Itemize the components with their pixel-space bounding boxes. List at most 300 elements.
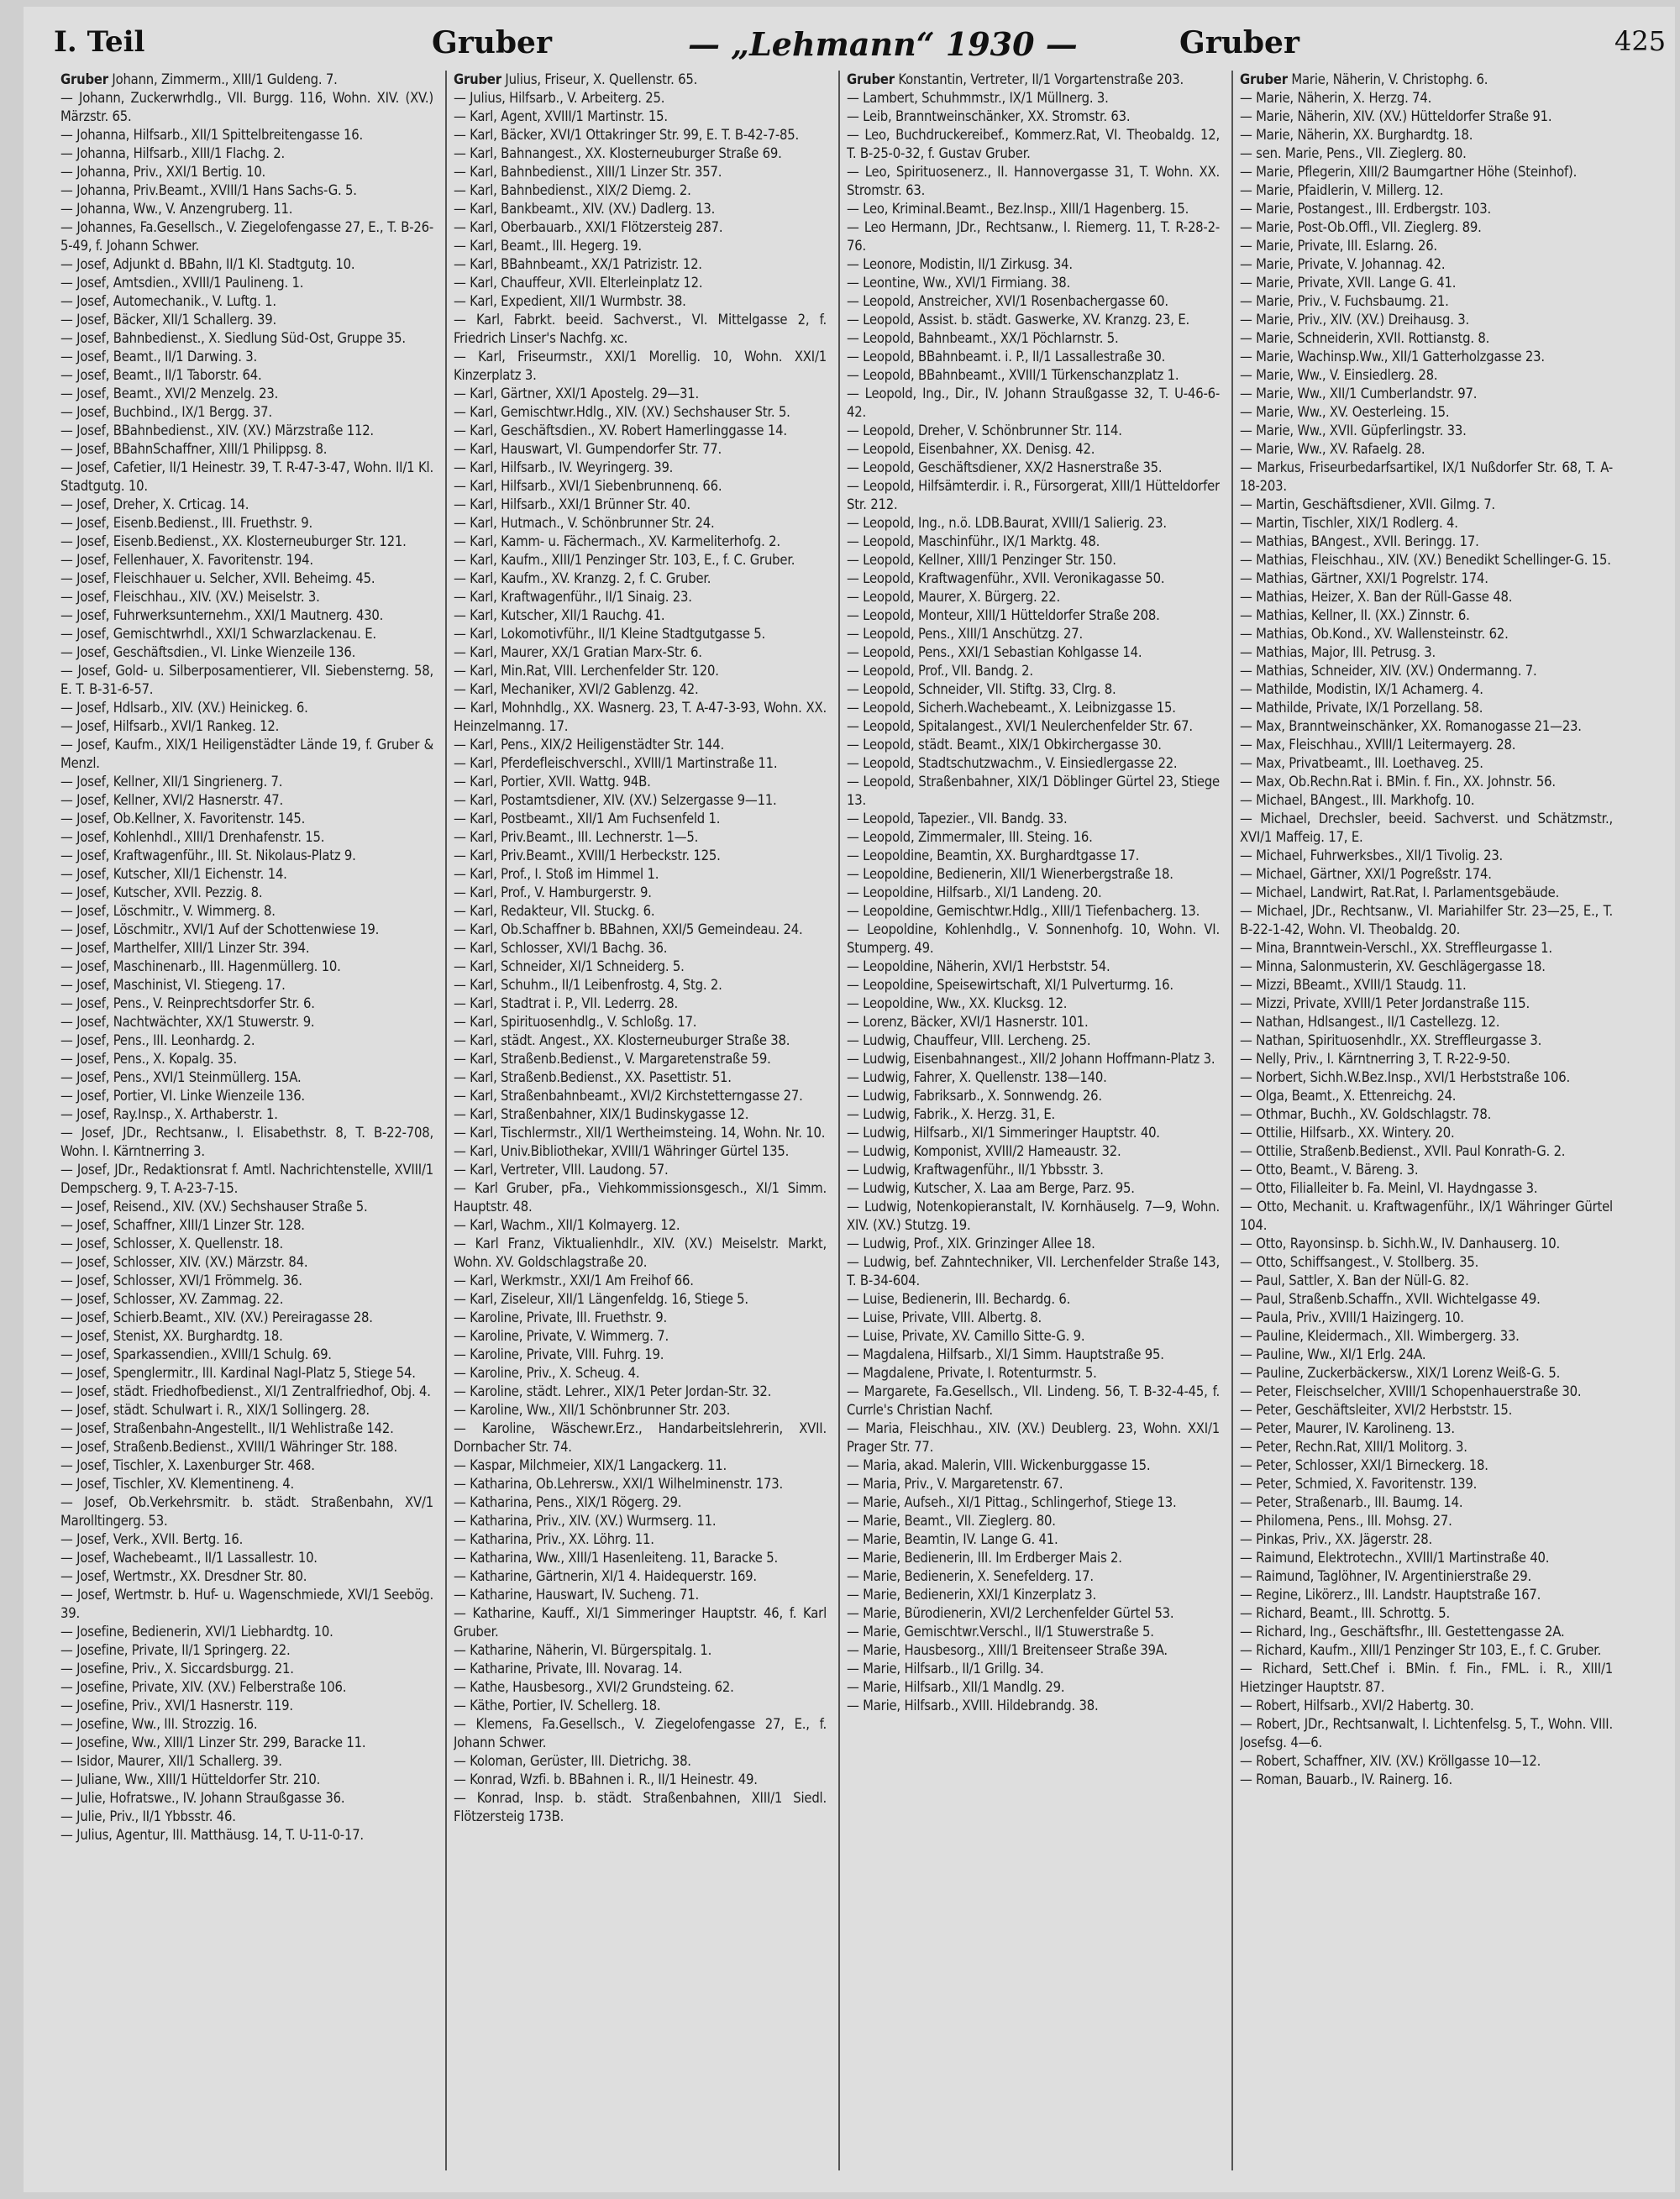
directory-entry (454, 1124, 827, 1142)
entry-text: — Leopoldine, Kohlenhdlg., V. Sonnenhofg. 10, Wohn. VI. Stumperg. 49. (847, 921, 1220, 956)
directory-entry (847, 1087, 1220, 1105)
entry-text: — Marie, Ww., XII/1 Cumberlandstr. 97. (1240, 386, 1478, 401)
entry-text: — Leopoldine, Bedienerin, XII/1 Wienerbergstraße 18. (847, 866, 1173, 882)
directory-entry (1240, 1383, 1613, 1401)
running-head-left: Gruber (432, 25, 552, 60)
entry-text: — Josef, Beamt., XVI/2 Menzelg. 23. (60, 386, 279, 401)
entry-text: — Josef, Wertmstr. b. Huf- u. Wagenschmiede, XVI/1 Seebög. 39. (60, 1587, 433, 1621)
directory-entry (847, 274, 1220, 292)
directory-entry (847, 810, 1220, 828)
directory-entry (454, 791, 827, 810)
entry-text: — Leopold, Bahnbeamt., XX/1 Pöchlarnstr. 5. (847, 330, 1119, 346)
entry-text: — Josef, Straßenbahn-Angestellt., II/1 Wehlistraße 142. (60, 1420, 394, 1436)
directory-entry (454, 569, 827, 588)
directory-entry (1240, 348, 1613, 366)
directory-entry (454, 976, 827, 995)
directory-entry (60, 440, 433, 459)
entry-text: — Karl, Mohnhdlg., XX. Wasnerg. 23, T. A-47-3-93, Wohn. XX. Heinzelmanng. 17. (454, 700, 827, 734)
directory-entry (454, 1567, 827, 1586)
entry-text: — Martin, Tischler, XIX/1 Rodlerg. 4. (1240, 515, 1458, 531)
entry-text: — Peter, Schmied, X. Favoritenstr. 139. (1240, 1476, 1478, 1492)
entry-text: — Josef, Eisenb.Bedienst., XX. Klosterneuburger Str. 121. (60, 533, 407, 549)
directory-entry (847, 773, 1220, 810)
directory-entry (454, 1309, 827, 1327)
directory-entry (60, 717, 433, 736)
directory-entry (454, 699, 827, 736)
entry-text: — Karoline, Priv., X. Scheug. 4. (454, 1365, 640, 1381)
entry-text: — Josef, Portier, VI. Linke Wienzeile 136. (60, 1088, 305, 1104)
directory-entry (847, 643, 1220, 662)
directory-entry (60, 921, 433, 939)
entry-text: — Karl, Wachm., XII/1 Kolmayerg. 12. (454, 1217, 680, 1233)
entry-text: — Mina, Branntwein-Verschl., XX. Streffleurgasse 1. (1240, 940, 1552, 956)
entry-text: — Josefine, Ww., XIII/1 Linzer Str. 299, Baracke 11. (60, 1735, 366, 1750)
directory-entry (847, 1290, 1220, 1309)
directory-entry (847, 662, 1220, 680)
entry-text: — Leonore, Modistin, II/1 Zirkusg. 34. (847, 256, 1073, 272)
directory-entry (454, 1142, 827, 1161)
directory-entry (60, 1087, 433, 1105)
directory-entry (847, 847, 1220, 865)
directory-entry (1240, 237, 1613, 255)
directory-entry (454, 1493, 827, 1512)
entry-text: — Ottilie, Hilfsarb., XX. Wintery. 20. (1240, 1125, 1455, 1141)
directory-entry (847, 533, 1220, 551)
directory-entry (60, 828, 433, 847)
entry-text: — Katharine, Private, III. Novarag. 14. (454, 1661, 683, 1677)
directory-entry (1240, 1456, 1613, 1475)
entry-text: — Norbert, Sichh.W.Bez.Insp., XVI/1 Herbststraße 106. (1240, 1069, 1571, 1085)
directory-entry (60, 1013, 433, 1031)
entry-text: — Marie, Postangest., III. Erdbergstr. 103. (1240, 201, 1491, 217)
entry-text: — Karoline, Wäschewr.Erz., Handarbeitslehrerin, XVII. Dornbacher Str. 74. (454, 1420, 827, 1455)
directory-entry (1240, 1198, 1613, 1235)
entry-text: — Josefine, Private, XIV. (XV.) Felberstraße 106. (60, 1679, 347, 1695)
entry-text: — Max, Branntweinschänker, XX. Romanogasse 21—23. (1240, 718, 1582, 734)
directory-entry (1240, 514, 1613, 533)
entry-text: — Karoline, Private, V. Wimmerg. 7. (454, 1328, 669, 1344)
entry-text: — Karl, Stadtrat i. P., VII. Lederrg. 28. (454, 995, 678, 1011)
directory-entry (847, 459, 1220, 477)
entry-text: — Marie, Beamt., VII. Zieglerg. 80. (847, 1513, 1056, 1529)
directory-entry (60, 181, 433, 200)
entry-text: — Karl, Friseurmstr., XXI/1 Morellig. 10, Wohn. XXI/1 Kinzerplatz 3. (454, 349, 827, 383)
directory-entry (454, 1050, 827, 1068)
directory-entry (1240, 440, 1613, 459)
directory-entry (1240, 976, 1613, 995)
entry-text: — Karl, Gärtner, XXI/1 Apostelg. 29—31. (454, 386, 700, 401)
entry-text: — Leopold, Straßenbahner, XIX/1 Döblinger Gürtel 23, Stiege 13. (847, 774, 1220, 808)
directory-entry (60, 1660, 433, 1678)
entry-text: — Johanna, Hilfsarb., XII/1 Spittelbreitengasse 16. (60, 127, 363, 143)
entry-text: — Katharina, Priv., XIV. (XV.) Wurmserg. 11. (454, 1513, 717, 1529)
entry-text: — Paula, Priv., XVIII/1 Haizingerg. 10. (1240, 1309, 1464, 1325)
entry-text: — Maria, akad. Malerin, VIII. Wickenburggasse 15. (847, 1457, 1151, 1473)
entry-text: — Karl Franz, Viktualienhdlr., XIV. (XV.) Meiselstr. Markt, Wohn. XV. Goldschlagstraße 20. (454, 1236, 827, 1270)
directory-entry (60, 1198, 433, 1216)
entry-text: — Josef, städt. Friedhofbedienst., XI/1 Zentralfriedhof, Obj. 4. (60, 1383, 431, 1399)
directory-entry (1240, 1272, 1613, 1290)
directory-entry (60, 422, 433, 440)
entry-text: — Josef, Straßenb.Bedienst., XVIII/1 Währinger Str. 188. (60, 1439, 397, 1455)
entry-text: — Karoline, Private, III. Fruethstr. 9. (454, 1309, 667, 1325)
directory-entry (847, 1586, 1220, 1604)
entry-text: — Marie, Bedienerin, XXI/1 Kinzerplatz 3. (847, 1587, 1096, 1603)
directory-entry (1240, 773, 1613, 791)
entry-text: — Karl, Lokomotivführ., II/1 Kleine Stadtgutgasse 5. (454, 626, 766, 642)
entry-text: — Pinkas, Priv., XX. Jägerstr. 28. (1240, 1531, 1433, 1547)
directory-entry (454, 1179, 827, 1216)
directory-entry (1240, 292, 1613, 311)
directory-entry (847, 366, 1220, 385)
directory-entry (1240, 588, 1613, 606)
directory-entry (454, 1364, 827, 1383)
directory-entry (60, 662, 433, 699)
directory-entry (454, 348, 827, 385)
directory-entry (1240, 1660, 1613, 1697)
directory-entry (1240, 89, 1613, 108)
entry-text: — Mizzi, Private, XVIII/1 Peter Jordanstraße 115. (1240, 995, 1530, 1011)
entry-text: — Leopold, städt. Beamt., XIX/1 Obkirchergasse 30. (847, 737, 1162, 753)
directory-entry (847, 569, 1220, 588)
entry-text: — Marie, Näherin, XIV. (XV.) Hütteldorfer Straße 91. (1240, 108, 1552, 124)
directory-entry (60, 810, 433, 828)
directory-entry (60, 588, 433, 606)
entry-text: — Margarete, Fa.Gesellsch., VII. Lindeng. 56, T. B-32-4-45, f. Currle's Christian Nachf. (847, 1383, 1220, 1418)
directory-entry (1240, 1604, 1613, 1623)
entry-text: — Karl, Priv.Beamt., III. Lechnerstr. 1—5. (454, 829, 699, 845)
directory-entry (847, 1456, 1220, 1475)
directory-entry (1240, 311, 1613, 329)
entry-text: — Maria, Fleischhau., XIV. (XV.) Deublerg. 23, Wohn. XXI/1 Prager Str. 77. (847, 1420, 1220, 1455)
entry-text: — Josef, Ray.Insp., X. Arthaberstr. 1. (60, 1106, 278, 1122)
column-divider (838, 71, 840, 2170)
entry-text: — Leopold, Pens., XIII/1 Anschützg. 27. (847, 626, 1084, 642)
directory-entry (847, 1475, 1220, 1493)
directory-entry (454, 662, 827, 680)
directory-entry (60, 126, 433, 144)
directory-entry (454, 477, 827, 496)
directory-entry (60, 1549, 433, 1567)
directory-entry (847, 1327, 1220, 1346)
entry-text: — Mathias, Ob.Kond., XV. Wallensteinstr. 62. (1240, 626, 1509, 642)
directory-entry (1240, 995, 1613, 1013)
directory-entry (847, 1142, 1220, 1161)
entry-text: — Karl, Straßenb.Bedienst., XX. Pasettistr. 51. (454, 1069, 732, 1085)
directory-entry (847, 255, 1220, 274)
directory-entry (847, 440, 1220, 459)
directory-entry (847, 1364, 1220, 1383)
directory-entry (1240, 1771, 1613, 1789)
entry-text: — Marie, Private, III. Eslarng. 26. (1240, 238, 1437, 254)
directory-entry (60, 551, 433, 569)
directory-entry (847, 71, 1220, 89)
directory-entry (847, 311, 1220, 329)
directory-entry (1240, 108, 1613, 126)
directory-entry (454, 126, 827, 144)
entry-text: — Josef, Schlosser, XV. Zammag. 22. (60, 1291, 284, 1307)
entry-text: — Josef, Stenist, XX. Burghardtg. 18. (60, 1328, 283, 1344)
directory-entry (847, 976, 1220, 995)
directory-entry (847, 1641, 1220, 1660)
entry-text: — Leopold, Stadtschutzwachm., V. Einsiedlergasse 22. (847, 755, 1178, 771)
directory-entry (60, 865, 433, 884)
directory-entry (454, 588, 827, 606)
directory-entry (1240, 1493, 1613, 1512)
directory-entry (60, 1715, 433, 1734)
directory-entry (60, 496, 433, 514)
directory-entry (60, 71, 433, 89)
publication-title: — „Lehmann“ 1930 — (688, 25, 1078, 63)
directory-entry (454, 625, 827, 643)
entry-text: — Otto, Mechanit. u. Kraftwagenführ., IX/1 Währinger Gürtel 104. (1240, 1199, 1613, 1233)
entry-text: — Karl, Tischlermstr., XII/1 Wertheimsteing. 14, Wohn. Nr. 10. (454, 1125, 826, 1141)
entry-text: — Karl, Hilfsarb., IV. Weyringerg. 39. (454, 459, 674, 475)
directory-entry (454, 218, 827, 237)
directory-entry (454, 551, 827, 569)
entry-text: — Marie, Ww., XVII. Güpferlingstr. 33. (1240, 422, 1467, 438)
entry-text: — Roman, Bauarb., IV. Rainerg. 16. (1240, 1771, 1453, 1787)
directory-entry (1240, 255, 1613, 274)
entry-text: — Max, Fleischhau., XVIII/1 Leitermayerg. 28. (1240, 737, 1516, 753)
directory-entry (847, 1420, 1220, 1456)
directory-entry (847, 921, 1220, 958)
entry-text: — Juliane, Ww., XIII/1 Hütteldorfer Str. 210. (60, 1771, 321, 1787)
entry-text: — Karl Gruber, pFa., Viehkommissionsgesch., XI/1 Simm. Hauptstr. 48. (454, 1180, 827, 1215)
directory-entry (1240, 200, 1613, 218)
entry-text: — Leopold, Hilfsämterdir. i. R., Fürsorgerat, XIII/1 Hütteldorfer Str. 212. (847, 478, 1220, 512)
directory-entry (454, 1475, 827, 1493)
entry-text: — Marie, Private, V. Johannag. 42. (1240, 256, 1446, 272)
entry-text: — Marie, Priv., XIV. (XV.) Dreihausg. 3. (1240, 312, 1470, 328)
entry-text: — Pauline, Kleidermach., XII. Wimbergerg. 33. (1240, 1328, 1520, 1344)
entry-text: — Robert, Hilfsarb., XVI/2 Habertg. 30. (1240, 1698, 1474, 1714)
entry-text: — Karl, Ziseleur, XII/1 Längenfeldg. 16, Stiege 5. (454, 1291, 748, 1307)
entry-text: — Josef, Amtsdien., XVIII/1 Paulineng. 1. (60, 275, 304, 291)
entry-text: — Karl, Geschäftsdien., XV. Robert Hamerlinggasse 14. (454, 422, 787, 438)
entry-text: — Luise, Bedienerin, III. Bechardg. 6. (847, 1291, 1071, 1307)
directory-entry (60, 736, 433, 773)
directory-entry (454, 828, 827, 847)
entry-text: — Mathias, Schneider, XIV. (XV.) Ondermanng. 7. (1240, 663, 1537, 679)
entry-text: — Paul, Straßenb.Schaffn., XVII. Wichtelgasse 49. (1240, 1291, 1541, 1307)
entry-text: — Richard, Beamt., III. Schrottg. 5. (1240, 1605, 1450, 1621)
page-number: 425 (1614, 25, 1667, 57)
directory-entry (1240, 1179, 1613, 1198)
directory-entry (1240, 1142, 1613, 1161)
entry-text: — Leopold, Dreher, V. Schönbrunner Str. 114. (847, 422, 1122, 438)
entry-text: — Josef, Tischler, X. Laxenburger Str. 468. (60, 1457, 315, 1473)
entry-text: — Ludwig, Fabrik., X. Herzg. 31, E. (847, 1106, 1056, 1122)
entry-text: — Josef, Kraftwagenführ., III. St. Nikolaus-Platz 9. (60, 848, 356, 863)
directory-entry (1240, 126, 1613, 144)
entry-text: — Marie, Bürodienerin, XVI/2 Lerchenfelder Gürtel 53. (847, 1605, 1174, 1621)
entry-text: — Leopold, Geschäftsdiener, XX/2 Hasnerstraße 35. (847, 459, 1163, 475)
directory-entry (454, 1512, 827, 1530)
entry-text: — Marie, Pflegerin, XIII/2 Baumgartner Höhe (Steinhof). (1240, 164, 1578, 180)
directory-entry (1240, 403, 1613, 422)
directory-entry (454, 1678, 827, 1697)
part-label: I. Teil (54, 25, 145, 59)
directory-entry (454, 1272, 827, 1290)
directory-entry (1240, 533, 1613, 551)
column-divider (445, 71, 447, 2170)
entry-text: — Marie, Beamtin, IV. Lange G. 41. (847, 1531, 1058, 1547)
entry-text: Marie, Näherin, V. Christophg. 6. (1291, 71, 1488, 87)
entry-text: — Julie, Priv., II/1 Ybbsstr. 46. (60, 1808, 236, 1824)
entry-text: — Karl, Bahnbedienst., XIII/1 Linzer Str. 357. (454, 164, 722, 180)
entry-text: — Kathe, Hausbesorg., XVI/2 Grundsteing. 62. (454, 1679, 734, 1695)
entry-text: — Josef, Ob.Verkehrsmitr. b. städt. Straßenbahn, XV/1 Marolltingerg. 53. (60, 1494, 433, 1529)
directory-entry (454, 496, 827, 514)
entry-text: — Mathilde, Private, IX/1 Porzellang. 58. (1240, 700, 1483, 716)
entry-text: — Karl, BBahnbeamt., XX/1 Patrizistr. 12. (454, 256, 702, 272)
directory-entry (1240, 1068, 1613, 1087)
entry-text: — Karl, Schuhm., II/1 Leibenfrostg. 4, Stg. 2. (454, 977, 722, 993)
directory-entry (454, 1715, 827, 1752)
entry-text: — Otto, Filialleiter b. Fa. Meinl, VI. Haydngasse 3. (1240, 1180, 1538, 1196)
entry-text: — Josef, Ob.Kellner, X. Favoritenstr. 145. (60, 811, 306, 827)
entry-text: — Ludwig, Chauffeur, VIII. Lercheng. 25. (847, 1032, 1091, 1048)
entry-text: — Josef, Gold- u. Silberposamentierer, VII. Siebensterng. 58, E. T. B-31-6-57. (60, 663, 433, 697)
directory-entry (60, 847, 433, 865)
entry-text: — Michael, BAngest., III. Markhofg. 10. (1240, 792, 1475, 808)
entry-text: — Julius, Hilfsarb., V. Arbeiterg. 25. (454, 90, 665, 106)
directory-entry (847, 200, 1220, 218)
directory-entry (454, 1327, 827, 1346)
entry-text: — Johanna, Ww., V. Anzengruberg. 11. (60, 201, 293, 217)
entry-text: — Ludwig, bef. Zahntechniker, VII. Lerchenfelder Straße 143, T. B-34-604. (847, 1254, 1220, 1288)
entry-text: — Luise, Private, VIII. Albertg. 8. (847, 1309, 1042, 1325)
entry-text: — Josef, Fellenhauer, X. Favoritenstr. 194. (60, 552, 313, 568)
entry-text: — Karl, Bahnangest., XX. Klosterneuburger Straße 69. (454, 145, 782, 161)
entry-text: — Josef, Fuhrwerksunternehm., XXI/1 Mautnerg. 430. (60, 607, 384, 623)
entry-text: — Karl, Hutmach., V. Schönbrunner Str. 24. (454, 515, 715, 531)
entry-text: — Josef, Eisenb.Bedienst., III. Fruethstr. 9. (60, 515, 313, 531)
entry-text: — Katharina, Ob.Lehrersw., XXI/1 Wilhelminenstr. 173. (454, 1476, 784, 1492)
directory-entry (60, 1475, 433, 1493)
entry-text: — Johanna, Priv., XXI/1 Bertig. 10. (60, 164, 266, 180)
directory-entry (454, 939, 827, 958)
entry-text: — Lorenz, Bäcker, XVI/1 Hasnerstr. 101. (847, 1014, 1089, 1030)
directory-entry (1240, 496, 1613, 514)
directory-entry (60, 163, 433, 181)
entry-text: — Konrad, Wzfi. b. BBahnen i. R., II/1 Heinestr. 49. (454, 1771, 758, 1787)
entry-text: — Karl, Straßenbahner, XIX/1 Budinskygasse 12. (454, 1106, 749, 1122)
directory-entry (454, 1216, 827, 1235)
directory-entry (60, 1105, 433, 1124)
entry-text: — Karl, Ob.Schaffner b. BBahnen, XXI/5 Gemeindeau. 24. (454, 921, 803, 937)
entry-text: — Richard, Sett.Chef i. BMin. f. Fin., FML. i. R., XIII/1 Hietzinger Hauptstr. 87. (1240, 1661, 1613, 1695)
entry-text: — Leo, Kriminal.Beamt., Bez.Insp., XIII/1 Hagenberg. 15. (847, 201, 1189, 217)
directory-entry (454, 108, 827, 126)
entry-text: — Julie, Hofratswe., IV. Johann Straußgasse 36. (60, 1790, 345, 1806)
directory-page (24, 7, 1675, 2192)
directory-entry (454, 1697, 827, 1715)
entry-text: — Katharina, Ww., XIII/1 Hasenleiteng. 11, Baracke 5. (454, 1550, 778, 1566)
directory-entry (454, 1235, 827, 1272)
directory-entry (60, 1068, 433, 1087)
directory-entry (847, 958, 1220, 976)
directory-entry (454, 1586, 827, 1604)
entry-text: — Leopold, BBahnbeamt., XVIII/1 Türkenschanzplatz 1. (847, 367, 1179, 383)
directory-entry (847, 1678, 1220, 1697)
entry-text: — Robert, JDr., Rechtsanwalt, I. Lichtenfelsg. 5, T., Wohn. VIII. Josefsg. 4—6. (1240, 1716, 1613, 1750)
entry-text: — Josef, Kohlenhdl., XIII/1 Drenhafenstr. 15. (60, 829, 325, 845)
entry-text: — Josef, Marthelfer, XIII/1 Linzer Str. 394. (60, 940, 310, 956)
directory-entry (1240, 810, 1613, 847)
directory-entry (60, 1383, 433, 1401)
entry-text: — Katharina, Pens., XIX/1 Rögerg. 29. (454, 1494, 682, 1510)
directory-entry (847, 329, 1220, 348)
directory-entry (1240, 366, 1613, 385)
entry-text: — Karl, städt. Angest., XX. Klosterneuburger Straße 38. (454, 1032, 790, 1048)
directory-entry (847, 828, 1220, 847)
entry-text: — Michael, JDr., Rechtsanw., VI. Mariahilfer Str. 23—25, E., T. B-22-1-42, Wohn. VI. Theobaldg. 20. (1240, 903, 1613, 937)
entry-text: — Marie, Hilfsarb., II/1 Grillg. 34. (847, 1661, 1044, 1677)
directory-entry (847, 1124, 1220, 1142)
directory-entry (847, 902, 1220, 921)
entry-text: — Josef, Spenglermitr., III. Kardinal Nagl-Platz 5, Stiege 54. (60, 1365, 416, 1381)
directory-entry (1240, 1549, 1613, 1567)
directory-entry (454, 1401, 827, 1420)
directory-entry (454, 403, 827, 422)
entry-text: — Mathias, Gärtner, XXI/1 Pogrelstr. 174. (1240, 570, 1488, 586)
entry-text: — Marie, Näherin, X. Herzg. 74. (1240, 90, 1432, 106)
directory-entry (847, 108, 1220, 126)
directory-entry (1240, 1752, 1613, 1771)
directory-entry (60, 699, 433, 717)
directory-entry (60, 1752, 433, 1771)
entry-text: — Josef, Reisend., XIV. (XV.) Sechshauser Straße 5. (60, 1199, 368, 1215)
entry-text: — Josef, Hdlsarb., XIV. (XV.) Heinickeg. 6. (60, 700, 308, 716)
entry-text: — Minna, Salonmusterin, XV. Geschlägergasse 18. (1240, 958, 1546, 974)
entry-text: — Josef, Maschinist, VI. Stiegeng. 17. (60, 977, 286, 993)
entry-text: — Nathan, Spirituosenhdlr., XX. Streffleurgasse 3. (1240, 1032, 1542, 1048)
entry-text: — Ludwig, Fabriksarb., X. Sonnwendg. 26. (847, 1088, 1102, 1104)
entry-text: — Leopoldine, Ww., XX. Klucksg. 12. (847, 995, 1068, 1011)
entry-text: — Karl, Beamt., III. Hegerg. 19. (454, 238, 642, 254)
directory-entry (1240, 1401, 1613, 1420)
directory-entry (60, 1697, 433, 1715)
directory-entry (847, 1235, 1220, 1253)
entry-text: — Johanna, Priv.Beamt., XVIII/1 Hans Sachs-G. 5. (60, 182, 357, 198)
entry-text: — Josef, Fleischhauer u. Selcher, XVII. Beheimg. 45. (60, 570, 375, 586)
directory-entry (454, 1087, 827, 1105)
entry-text: — Marie, Post-Ob.Offl., VII. Zieglerg. 89. (1240, 219, 1482, 235)
entry-text: — Marie, Gemischtwr.Verschl., II/1 Stuwerstraße 5. (847, 1624, 1154, 1640)
directory-entry (847, 422, 1220, 440)
entry-text: — Karl, Kraftwagenführ., II/1 Sinaig. 23. (454, 589, 692, 605)
entry-text: — Karl, Kaufm., XIII/1 Penzinger Str. 103, E., f. C. Gruber. (454, 552, 795, 568)
directory-entry (1240, 1715, 1613, 1752)
directory-entry (60, 1346, 433, 1364)
directory-entry (1240, 699, 1613, 717)
directory-entry (60, 255, 433, 274)
directory-entry (847, 385, 1220, 422)
directory-entry (1240, 218, 1613, 237)
entry-text: — Ludwig, Prof., XIX. Grinzinger Allee 18. (847, 1236, 1095, 1252)
directory-entry (60, 902, 433, 921)
directory-entry (847, 699, 1220, 717)
entry-text: — Karl, Univ.Bibliothekar, XVIII/1 Währinger Gürtel 135. (454, 1143, 790, 1159)
entry-text: — Karl, Kamm- u. Fächermach., XV. Karmeliterhofg. 2. (454, 533, 780, 549)
entry-text: — Leopold, Anstreicher, XVI/1 Rosenbachergasse 60. (847, 293, 1168, 309)
directory-entry (847, 514, 1220, 533)
directory-entry (60, 643, 433, 662)
entry-text: — Marie, Schneiderin, XVII. Rottianstg. 8. (1240, 330, 1490, 346)
entry-text: — Karl, Redakteur, VII. Stuckg. 6. (454, 903, 655, 919)
